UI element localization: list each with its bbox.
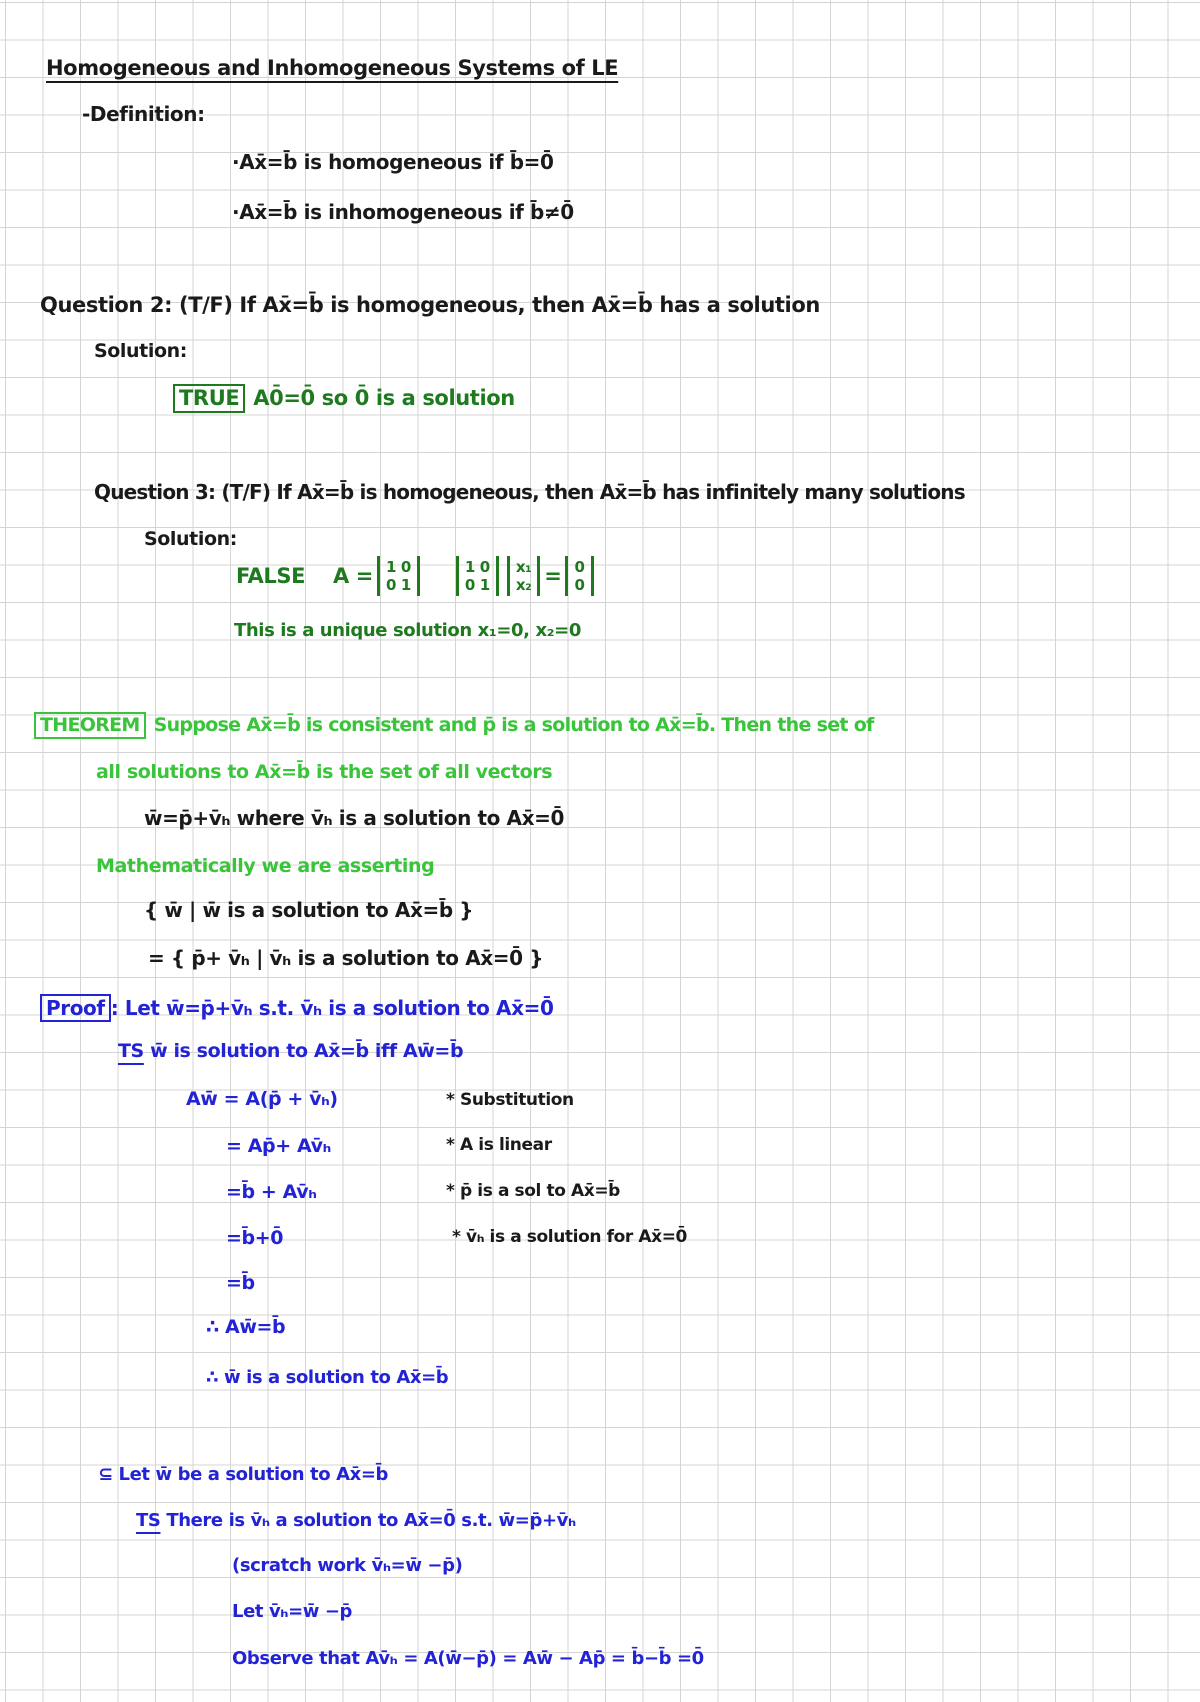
proof-ts-statement: w̄ is solution to Ax̄=b̄ iff Aw̄=b̄ (150, 1040, 464, 1062)
question-3-solution-label: Solution: (144, 528, 237, 550)
question-3-note: This is a unique solution x₁=0, x₂=0 (234, 620, 581, 641)
proof-step-expr: =b̄ (226, 1272, 255, 1294)
proof-part2-line-5: Observe that Av̄ₕ = A(w̄−p̄) = Aw̄ − Ap̄ = b̄−b̄ =0̄ (232, 1648, 704, 1669)
question-2-answer (173, 384, 515, 413)
matrix-row: 1 0 (464, 558, 490, 576)
vector-x (507, 556, 540, 596)
proof-part2-ts: There is v̄ₕ a solution to Ax̄=0̄ s.t. w̄=p̄+v̄ₕ (166, 1510, 576, 1531)
ts-label: TS (118, 1040, 144, 1062)
matrix-row: 0 1 (386, 576, 411, 594)
theorem-statement: Suppose Ax̄=b̄ is consistent and p̄ is a solution to Ax̄=b̄. Then the set of (153, 714, 874, 736)
proof-step-reason: * A is linear (446, 1135, 552, 1155)
proof-part2-line-1: ⊆ Let w̄ be a solution to Ax̄=b̄ (98, 1464, 388, 1485)
proof-step-expr: =b̄+0̄ (226, 1227, 284, 1249)
page-title: Homogeneous and Inhomogeneous Systems of LE (46, 56, 619, 80)
theorem-line-2: all solutions to Ax̄=b̄ is the set of all vectors (96, 761, 553, 783)
proof-therefore-1: ∴ Aw̄=b̄ (206, 1316, 286, 1338)
proof-step-reason: * Substitution (446, 1090, 574, 1110)
proof-line-1 (40, 994, 553, 1022)
theorem-line-1 (34, 712, 874, 739)
zero-vector (565, 556, 593, 596)
matrix-row: x₁ (515, 558, 532, 576)
proof-let: : Let w̄=p̄+v̄ₕ s.t. v̄ₕ is a solution to Ax̄=0̄ (110, 996, 554, 1020)
false-answer: FALSE (236, 563, 306, 588)
proof-therefore-2: ∴ w̄ is a solution to Ax̄=b̄ (206, 1367, 449, 1388)
identity-matrix (377, 556, 420, 596)
theorem-line-3: w̄=p̄+v̄ₕ where v̄ₕ is a solution to Ax̄=0̄ (144, 806, 564, 830)
matrix-row: 0 1 (464, 576, 490, 594)
proof-part2-line-3: (scratch work v̄ₕ=w̄ −p̄) (232, 1555, 463, 1576)
definition-inhomogeneous: ·Ax̄=b̄ is inhomogeneous if b̄≠0̄ (232, 200, 574, 224)
theorem-set-1: { w̄ | w̄ is a solution to Ax̄=b̄ } (144, 898, 474, 922)
matrix-row: 1 0 (386, 558, 411, 576)
question-3: Question 3: (T/F) If Ax̄=b̄ is homogeneous, then Ax̄=b̄ has infinitely many solutions (94, 480, 965, 504)
definition-homogeneous: ·Ax̄=b̄ is homogeneous if b̄=0̄ (232, 150, 554, 174)
proof-box: Proof (40, 994, 111, 1022)
question-2-solution-label: Solution: (94, 340, 187, 362)
proof-line-2 (118, 1042, 463, 1061)
matrix-row: 0 (574, 558, 585, 576)
equals-sign: = (544, 563, 562, 588)
proof-step-reason: * v̄ₕ is a solution for Ax̄=0̄ (452, 1227, 687, 1247)
matrix-row: 0 (574, 576, 585, 594)
question-2-answer-text: A0̄=0̄ so 0̄ is a solution (253, 386, 515, 410)
question-3-answer-row (236, 556, 598, 596)
definition-heading: -Definition: (82, 102, 205, 126)
true-answer-box: TRUE (173, 384, 245, 413)
proof-step-expr: Aw̄ = A(p̄ + v̄ₕ) (186, 1088, 338, 1110)
ts2-label: TS (136, 1510, 161, 1531)
question-2: Question 2: (T/F) If Ax̄=b̄ is homogeneous, then Ax̄=b̄ has a solution (40, 293, 820, 317)
theorem-set-2: = { p̄+ v̄ₕ | v̄ₕ is a solution to Ax̄=0̄ } (148, 946, 544, 970)
proof-part2-line-4: Let v̄ₕ=w̄ −p̄ (232, 1601, 353, 1622)
proof-step-reason: * p̄ is a sol to Ax̄=b̄ (446, 1181, 620, 1201)
identity-matrix-2 (456, 556, 499, 596)
proof-part2-line-2 (136, 1512, 576, 1530)
matrix-row: x₂ (515, 576, 532, 594)
theorem-box: THEOREM (34, 712, 146, 739)
theorem-line-4: Mathematically we are asserting (96, 855, 435, 877)
proof-step-expr: =b̄ + Av̄ₕ (226, 1181, 317, 1203)
matrix-a-label: A = (333, 563, 374, 588)
proof-step-expr: = Ap̄+ Av̄ₕ (226, 1135, 331, 1157)
